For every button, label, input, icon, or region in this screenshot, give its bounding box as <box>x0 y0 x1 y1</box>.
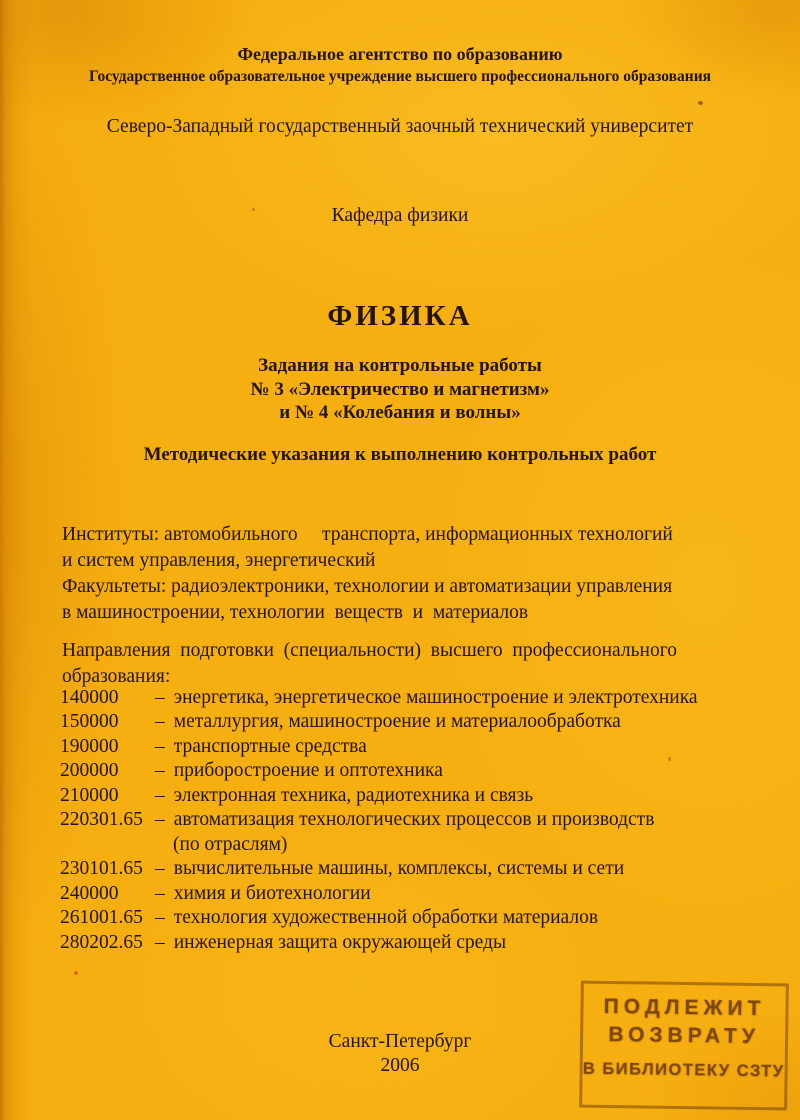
department-line: Кафедра физики <box>331 205 469 226</box>
specialty-code: 240000 <box>60 882 119 904</box>
specialty-name: электронная техника, радиотехника и связь <box>173 784 534 806</box>
audience-paragraph <box>62 522 756 626</box>
specialty-row <box>0 808 770 857</box>
specialties-heading-line: Направления подготовки (специальности) высшего профессионального <box>62 639 677 661</box>
dash: – <box>155 809 165 830</box>
doc-subtitle <box>20 354 780 425</box>
specialty-name: вычислительные машины, комплексы, системы и сети <box>173 858 625 879</box>
specialties-list <box>0 686 770 956</box>
library-return-stamp <box>579 981 789 1111</box>
specialty-row <box>0 931 770 956</box>
specialty-name: технология художественной обработки материалов <box>173 907 599 928</box>
dash: – <box>155 735 165 757</box>
specialty-name: металлургия, машиностроение и материалообработка <box>173 711 621 732</box>
specialty-name-continuation: (по отраслям) <box>173 833 288 855</box>
city-line: Санкт-Петербург <box>328 1031 472 1052</box>
faculties-line: в машиностроении, технологии веществ и материалов <box>62 601 529 623</box>
specialty-name: инженерная защита окружающей среды <box>173 931 507 953</box>
specialty-code: 280202.65 <box>60 931 143 953</box>
stamp-line: ПОДЛЕЖИТ <box>603 994 766 1021</box>
specialty-code: 210000 <box>60 784 119 806</box>
university-line: Северо-Западный государственный заочный технический университет <box>106 116 694 137</box>
specialty-code: 220301.65 <box>60 809 143 830</box>
specialty-code: 200000 <box>60 760 119 781</box>
specialties-heading <box>62 638 756 690</box>
specialty-code: 150000 <box>60 711 119 732</box>
dash: – <box>155 760 165 781</box>
dash: – <box>155 882 165 904</box>
dash: – <box>155 907 165 928</box>
dash: – <box>155 784 165 806</box>
dash: – <box>155 858 165 879</box>
specialty-code: 140000 <box>60 686 119 708</box>
specialty-row <box>0 735 770 760</box>
specialty-row <box>0 857 770 882</box>
paper-speck <box>74 971 78 975</box>
specialty-name: автоматизация технологических процессов и производств <box>173 809 655 830</box>
institutes-line: и систем управления, энергетический <box>62 549 376 571</box>
methodical-note: Методические указания к выполнению контрольных работ <box>143 443 657 465</box>
paper-speck <box>252 208 255 211</box>
agency-line: Федеральное агентство по образованию <box>237 44 563 64</box>
specialty-row <box>0 906 770 931</box>
institutes-line: Институты: автомобильного транспорта, информационных технологий <box>62 523 673 545</box>
specialty-name: энергетика, энергетическое машиностроение и электротехника <box>173 686 698 708</box>
specialty-code: 190000 <box>60 735 119 757</box>
specialty-row <box>0 882 770 907</box>
specialty-row <box>0 686 770 711</box>
paper-speck <box>668 757 671 761</box>
dash: – <box>155 686 165 708</box>
specialty-row <box>0 784 770 809</box>
specialty-name: транспортные средства <box>173 735 367 757</box>
specialty-code: 230101.65 <box>60 858 143 879</box>
institution-type-line: Государственное образовательное учреждение высшего профессионального образования <box>88 68 712 85</box>
specialty-name: приборостроение и оптотехника <box>173 760 443 781</box>
year-line: 2006 <box>380 1055 420 1076</box>
specialties-heading-line: образования: <box>62 665 171 687</box>
faculties-line: Факультеты: радиоэлектроники, технологии и автоматизации управления <box>62 575 673 597</box>
paper-speck <box>698 101 703 105</box>
subtitle-line: № 3 «Электричество и магнетизм» <box>250 378 550 400</box>
subtitle-line: и № 4 «Колебания и волны» <box>279 402 521 423</box>
dash: – <box>155 711 165 732</box>
specialty-name: химия и биотехнологии <box>173 882 371 904</box>
doc-title: ФИЗИКА <box>327 300 473 332</box>
subtitle-line: Задания на контрольные работы <box>258 355 542 376</box>
dash: – <box>155 931 165 953</box>
stamp-line: ВОЗВРАТУ <box>608 1022 761 1049</box>
specialty-row <box>0 710 770 735</box>
specialty-code: 261001.65 <box>60 907 143 928</box>
specialty-row <box>0 759 770 784</box>
stamp-line: В БИБЛИОТЕКУ СЗТУ <box>582 1059 785 1081</box>
